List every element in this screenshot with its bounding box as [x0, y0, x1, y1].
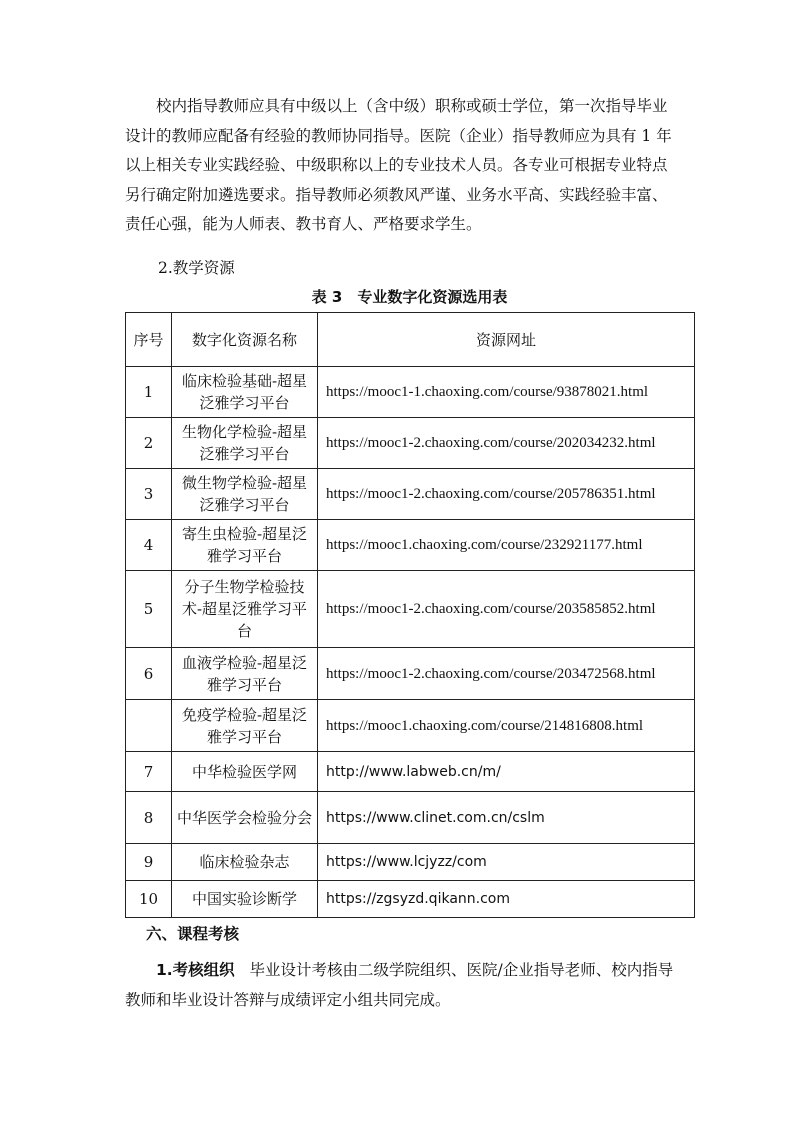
row-name: 中国实验诊断学 — [172, 881, 318, 918]
header-name: 数字化资源名称 — [172, 313, 318, 367]
row-no: 5 — [126, 571, 172, 648]
assessment-paragraph — [125, 955, 700, 1015]
row-name: 血液学检验-超星泛雅学习平台 — [172, 648, 318, 700]
section-2-title: 2.教学资源 — [158, 259, 235, 277]
intro-line: 校内指导教师应具有中级以上（含中级）职称或硕士学位，第一次指导毕业 — [156, 97, 668, 115]
row-no: 10 — [126, 881, 172, 918]
table-row — [126, 520, 695, 571]
row-url[interactable]: https://www.lcjyzz/com — [318, 844, 695, 881]
row-url[interactable]: https://mooc1-2.chaoxing.com/course/203585852.html — [318, 571, 695, 648]
assessment-text: 毕业设计考核由二级学院组织、医院/企业指导老师、校内指导 — [249, 961, 674, 979]
row-no: 8 — [126, 792, 172, 844]
row-name: 临床检验杂志 — [172, 844, 318, 881]
row-url[interactable]: https://mooc1-2.chaoxing.com/course/202034232.html — [318, 418, 695, 469]
intro-line: 另行确定附加遴选要求。指导教师必须教风严谨、业务水平高、实践经验丰富、 — [125, 185, 668, 204]
row-no: 7 — [126, 752, 172, 792]
table-row — [126, 571, 695, 648]
table-header-row — [126, 313, 695, 367]
row-no: 6 — [126, 648, 172, 700]
table-row — [126, 648, 695, 700]
intro-line: 责任心强，能为人师表、教书育人、严格要求学生。 — [125, 215, 482, 234]
row-no — [126, 700, 172, 752]
row-url[interactable]: https://mooc1-2.chaoxing.com/course/203472568.html — [318, 648, 695, 700]
row-url[interactable]: https://www.clinet.com.cn/cslm — [318, 792, 695, 844]
row-name: 中华医学会检验分会 — [172, 792, 318, 844]
row-no: 9 — [126, 844, 172, 881]
row-name: 寄生虫检验-超星泛雅学习平台 — [172, 520, 318, 571]
table-row — [126, 881, 695, 918]
row-name: 微生物学检验-超星泛雅学习平台 — [172, 469, 318, 520]
row-name: 生物化学检验-超星泛雅学习平台 — [172, 418, 318, 469]
row-url[interactable]: https://mooc1.chaoxing.com/course/232921177.html — [318, 520, 695, 571]
table-row — [126, 844, 695, 881]
table-row — [126, 792, 695, 844]
row-url[interactable]: https://mooc1-2.chaoxing.com/course/205786351.html — [318, 469, 695, 520]
intro-paragraph — [125, 92, 700, 240]
table-row — [126, 700, 695, 752]
row-no: 4 — [126, 520, 172, 571]
row-url[interactable]: https://mooc1-1.chaoxing.com/course/93878021.html — [318, 367, 695, 418]
assessment-text-2: 教师和毕业设计答辩与成绩评定小组共同完成。 — [125, 991, 451, 1009]
row-no: 2 — [126, 418, 172, 469]
resource-table — [125, 312, 695, 918]
row-url[interactable]: https://mooc1.chaoxing.com/course/214816808.html — [318, 700, 695, 752]
assessment-lead: 1.考核组织 — [156, 961, 235, 979]
row-url[interactable]: https://zgsyzd.qikann.com — [318, 881, 695, 918]
table-row — [126, 752, 695, 792]
intro-line: 设计的教师应配备有经验的教师协同指导。医院（企业）指导教师应为具有 1 年 — [125, 126, 672, 145]
row-name: 中华检验医学网 — [172, 752, 318, 792]
header-no: 序号 — [126, 313, 172, 367]
table-row — [126, 367, 695, 418]
row-no: 3 — [126, 469, 172, 520]
table-row — [126, 418, 695, 469]
row-name: 分子生物学检验技术-超星泛雅学习平台 — [172, 571, 318, 648]
row-no: 1 — [126, 367, 172, 418]
section-6-title: 六、课程考核 — [146, 925, 240, 943]
intro-line: 以上相关专业实践经验、中级职称以上的专业技术人员。各专业可根据专业特点 — [125, 156, 668, 175]
table-caption: 表 3 专业数字化资源选用表 — [311, 288, 508, 306]
row-name: 免疫学检验-超星泛雅学习平台 — [172, 700, 318, 752]
row-name: 临床检验基础-超星泛雅学习平台 — [172, 367, 318, 418]
table-row — [126, 469, 695, 520]
row-url[interactable]: http://www.labweb.cn/m/ — [318, 752, 695, 792]
header-url: 资源网址 — [318, 313, 695, 367]
